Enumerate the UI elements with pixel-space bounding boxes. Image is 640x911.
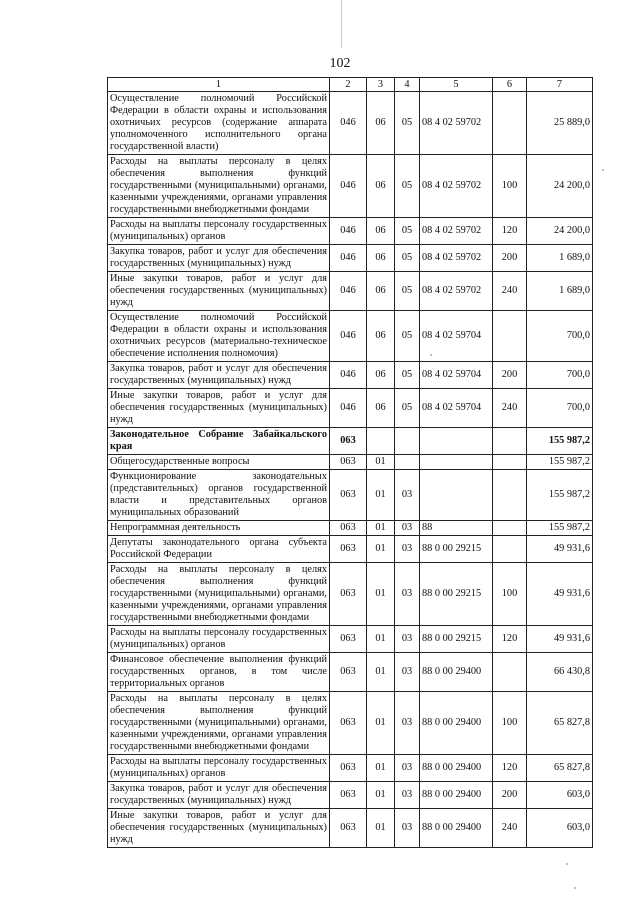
cell-expense-type: 100: [493, 563, 527, 626]
cell-target-article: 08 4 02 59704: [420, 389, 493, 428]
cell-amount: 1 689,0: [527, 272, 593, 311]
table-row: [108, 626, 593, 653]
cell-name: Непрограммная деятельность: [108, 521, 330, 536]
cell-name: Функционирование законодательных (представительных) органов государственной власти и представительных органов муниципальных образований: [108, 470, 330, 521]
cell-grbs: 046: [330, 362, 367, 389]
cell-amount: 155 987,2: [527, 428, 593, 455]
cell-section: 06: [367, 218, 395, 245]
cell-name: Законодательное Собрание Забайкальского края: [108, 428, 330, 455]
cell-name: Закупка товаров, работ и услуг для обеспечения государственных (муниципальных) нужд: [108, 782, 330, 809]
cell-amount: 603,0: [527, 809, 593, 848]
cell-amount: 1 689,0: [527, 245, 593, 272]
header-cell-section: 3: [367, 78, 395, 92]
cell-grbs: 063: [330, 809, 367, 848]
cell-name: Осуществление полномочий Российской Федерации в области охраны и использования охотничьих ресурсов (материально-техническое обеспечение исполнения полномочия): [108, 311, 330, 362]
cell-expense-type: 240: [493, 389, 527, 428]
cell-subsection: [395, 455, 420, 470]
cell-expense-type: [493, 311, 527, 362]
header-cell-amount: 7: [527, 78, 593, 92]
cell-target-article: [420, 470, 493, 521]
header-cell-target-article: 5: [420, 78, 493, 92]
cell-target-article: 88 0 00 29400: [420, 782, 493, 809]
header-cell-name: 1: [108, 78, 330, 92]
cell-amount: 25 889,0: [527, 92, 593, 155]
table-row: [108, 362, 593, 389]
cell-section: [367, 428, 395, 455]
cell-name: Расходы на выплаты персоналу в целях обеспечения выполнения функций государственными (муниципальными) органами, казенными учреждениями, органами управления государственными внебюджетными фондами: [108, 692, 330, 755]
cell-section: 01: [367, 536, 395, 563]
cell-target-article: [420, 455, 493, 470]
cell-name: Осуществление полномочий Российской Федерации в области охраны и использования охотничьих ресурсов (содержание аппарата уполномоченного исполнительного органа государственной власти): [108, 92, 330, 155]
cell-name: Расходы на выплаты персоналу государственных (муниципальных) органов: [108, 218, 330, 245]
cell-section: 06: [367, 155, 395, 218]
cell-subsection: [395, 428, 420, 455]
cell-subsection: 03: [395, 521, 420, 536]
cell-grbs: 046: [330, 311, 367, 362]
table-row: [108, 389, 593, 428]
cell-grbs: 046: [330, 389, 367, 428]
cell-section: 01: [367, 455, 395, 470]
cell-name: Общегосударственные вопросы: [108, 455, 330, 470]
cell-grbs: 046: [330, 245, 367, 272]
cell-subsection: 03: [395, 755, 420, 782]
cell-expense-type: [493, 521, 527, 536]
budget-table: [107, 77, 593, 848]
cell-amount: 700,0: [527, 362, 593, 389]
table-row: [108, 536, 593, 563]
cell-amount: 65 827,8: [527, 755, 593, 782]
cell-subsection: 05: [395, 272, 420, 311]
table-row: [108, 218, 593, 245]
cell-target-article: 88 0 00 29400: [420, 809, 493, 848]
cell-target-article: [420, 428, 493, 455]
cell-subsection: 05: [395, 92, 420, 155]
cell-section: 06: [367, 92, 395, 155]
header-cell-subsection: 4: [395, 78, 420, 92]
cell-amount: 49 931,6: [527, 563, 593, 626]
cell-target-article: 88 0 00 29400: [420, 653, 493, 692]
scan-speck: [602, 169, 604, 171]
cell-grbs: 063: [330, 428, 367, 455]
cell-expense-type: 240: [493, 809, 527, 848]
cell-expense-type: 200: [493, 782, 527, 809]
table-row: [108, 470, 593, 521]
cell-subsection: 03: [395, 563, 420, 626]
cell-section: 01: [367, 653, 395, 692]
cell-expense-type: [493, 470, 527, 521]
cell-section: 01: [367, 470, 395, 521]
cell-section: 06: [367, 362, 395, 389]
cell-name: Иные закупки товаров, работ и услуг для обеспечения государственных (муниципальных) нужд: [108, 389, 330, 428]
table-row: [108, 272, 593, 311]
cell-subsection: 03: [395, 626, 420, 653]
cell-name: Расходы на выплаты персоналу в целях обеспечения выполнения функций государственными (муниципальными) органами, казенными учреждениями, органами управления государственными внебюджетными фондами: [108, 155, 330, 218]
cell-name: Закупка товаров, работ и услуг для обеспечения государственных (муниципальных) нужд: [108, 362, 330, 389]
cell-target-article: 08 4 02 59702: [420, 155, 493, 218]
table-row: [108, 428, 593, 455]
table-row: [108, 809, 593, 848]
cell-amount: 700,0: [527, 311, 593, 362]
table-row: [108, 245, 593, 272]
page-number: 102: [329, 56, 351, 71]
cell-subsection: 03: [395, 653, 420, 692]
header-cell-grbs: 2: [330, 78, 367, 92]
cell-amount: 155 987,2: [527, 470, 593, 521]
cell-subsection: 05: [395, 362, 420, 389]
cell-subsection: 03: [395, 809, 420, 848]
cell-target-article: 88: [420, 521, 493, 536]
cell-grbs: 046: [330, 155, 367, 218]
cell-expense-type: [493, 92, 527, 155]
cell-subsection: 03: [395, 782, 420, 809]
table-row: [108, 92, 593, 155]
table-row: [108, 563, 593, 626]
cell-target-article: 88 0 00 29400: [420, 755, 493, 782]
cell-amount: 24 200,0: [527, 218, 593, 245]
cell-section: 06: [367, 311, 395, 362]
cell-expense-type: 100: [493, 155, 527, 218]
cell-grbs: 063: [330, 536, 367, 563]
scan-artifact-line: [341, 0, 342, 48]
cell-section: 01: [367, 755, 395, 782]
cell-name: Расходы на выплаты персоналу государственных (муниципальных) органов: [108, 755, 330, 782]
cell-grbs: 063: [330, 782, 367, 809]
cell-section: 06: [367, 272, 395, 311]
cell-target-article: 08 4 02 59704: [420, 362, 493, 389]
cell-expense-type: 200: [493, 362, 527, 389]
cell-name: Иные закупки товаров, работ и услуг для обеспечения государственных (муниципальных) нужд: [108, 272, 330, 311]
cell-section: 01: [367, 809, 395, 848]
cell-grbs: 046: [330, 272, 367, 311]
cell-amount: 49 931,6: [527, 536, 593, 563]
cell-grbs: 063: [330, 653, 367, 692]
cell-expense-type: [493, 653, 527, 692]
cell-grbs: 063: [330, 626, 367, 653]
cell-amount: 65 827,8: [527, 692, 593, 755]
cell-expense-type: 100: [493, 692, 527, 755]
cell-expense-type: 240: [493, 272, 527, 311]
cell-grbs: 063: [330, 470, 367, 521]
cell-expense-type: 120: [493, 626, 527, 653]
cell-subsection: 05: [395, 155, 420, 218]
cell-target-article: 88 0 00 29215: [420, 536, 493, 563]
table-row: [108, 653, 593, 692]
cell-grbs: 046: [330, 92, 367, 155]
cell-name: Расходы на выплаты персоналу в целях обеспечения выполнения функций государственными (муниципальными) органами, казенными учреждениями, органами управления государственными внебюджетными фондами: [108, 563, 330, 626]
cell-target-article: 88 0 00 29400: [420, 692, 493, 755]
cell-target-article: 08 4 02 59702: [420, 92, 493, 155]
cell-subsection: 05: [395, 311, 420, 362]
cell-target-article: 08 4 02 59702: [420, 272, 493, 311]
cell-subsection: 05: [395, 245, 420, 272]
scan-speck: [574, 887, 576, 889]
table-row: [108, 692, 593, 755]
cell-expense-type: 120: [493, 755, 527, 782]
table-row: [108, 521, 593, 536]
cell-name: Финансовое обеспечение выполнения функций государственных органов, в том числе территориальных органов: [108, 653, 330, 692]
cell-expense-type: 120: [493, 218, 527, 245]
cell-target-article: 08 4 02 59704: [420, 311, 493, 362]
cell-target-article: 08 4 02 59702: [420, 245, 493, 272]
cell-expense-type: [493, 536, 527, 563]
cell-subsection: 03: [395, 536, 420, 563]
cell-section: 01: [367, 626, 395, 653]
cell-name: Закупка товаров, работ и услуг для обеспечения государственных (муниципальных) нужд: [108, 245, 330, 272]
cell-grbs: 046: [330, 218, 367, 245]
cell-amount: 66 430,8: [527, 653, 593, 692]
cell-section: 06: [367, 389, 395, 428]
cell-expense-type: [493, 428, 527, 455]
cell-section: 01: [367, 692, 395, 755]
cell-grbs: 063: [330, 692, 367, 755]
cell-name: Депутаты законодательного органа субъекта Российской Федерации: [108, 536, 330, 563]
cell-section: 01: [367, 563, 395, 626]
header-cell-expense-type: 6: [493, 78, 527, 92]
cell-subsection: 03: [395, 692, 420, 755]
cell-expense-type: [493, 455, 527, 470]
cell-grbs: 063: [330, 755, 367, 782]
cell-subsection: 05: [395, 389, 420, 428]
scan-speck: [566, 863, 568, 865]
cell-name: Иные закупки товаров, работ и услуг для обеспечения государственных (муниципальных) нужд: [108, 809, 330, 848]
cell-target-article: 88 0 00 29215: [420, 563, 493, 626]
cell-amount: 700,0: [527, 389, 593, 428]
table-row: [108, 782, 593, 809]
table-row: [108, 755, 593, 782]
cell-amount: 603,0: [527, 782, 593, 809]
cell-target-article: 08 4 02 59702: [420, 218, 493, 245]
cell-amount: 155 987,2: [527, 521, 593, 536]
table-header-row: [108, 78, 593, 92]
cell-name: Расходы на выплаты персоналу государственных (муниципальных) органов: [108, 626, 330, 653]
cell-subsection: 03: [395, 470, 420, 521]
table-body: [108, 92, 593, 848]
table-row: [108, 455, 593, 470]
cell-amount: 49 931,6: [527, 626, 593, 653]
cell-amount: 24 200,0: [527, 155, 593, 218]
cell-target-article: 88 0 00 29215: [420, 626, 493, 653]
cell-expense-type: 200: [493, 245, 527, 272]
cell-grbs: 063: [330, 521, 367, 536]
table-row: [108, 155, 593, 218]
table-row: [108, 311, 593, 362]
cell-section: 01: [367, 782, 395, 809]
cell-amount: 155 987,2: [527, 455, 593, 470]
cell-grbs: 063: [330, 455, 367, 470]
cell-section: 06: [367, 245, 395, 272]
cell-subsection: 05: [395, 218, 420, 245]
cell-grbs: 063: [330, 563, 367, 626]
cell-section: 01: [367, 521, 395, 536]
